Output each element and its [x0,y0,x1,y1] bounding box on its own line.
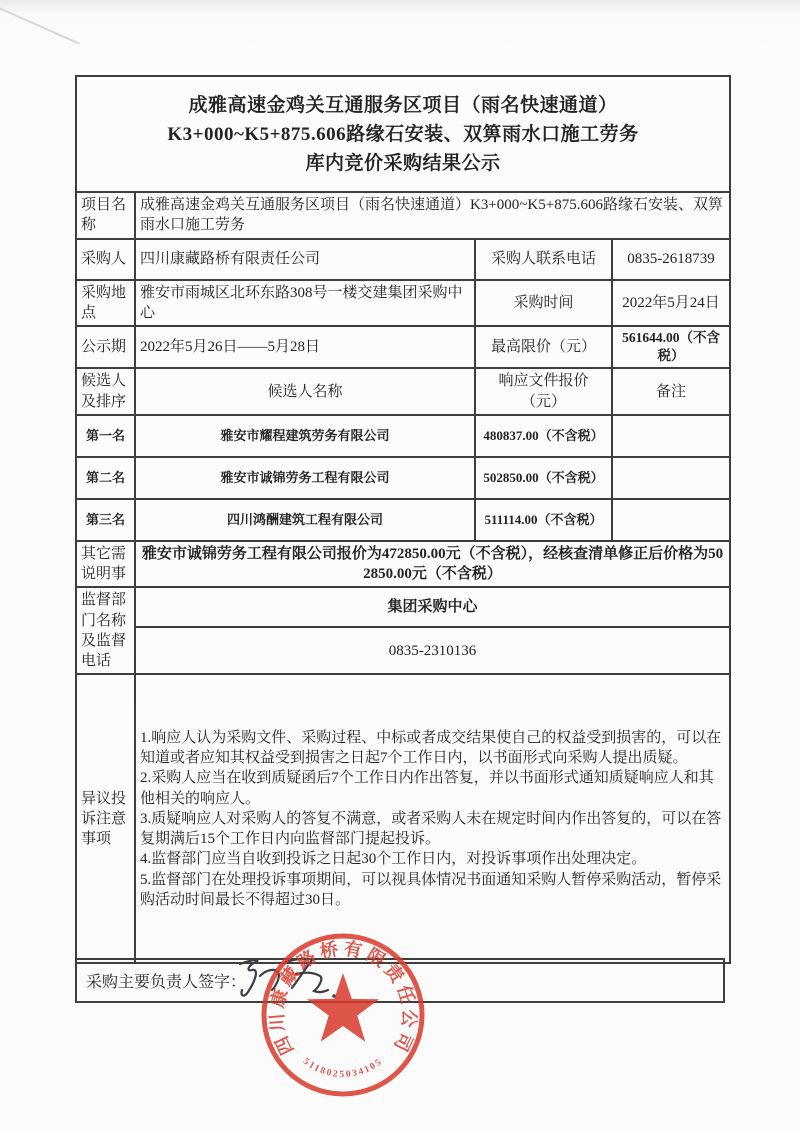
candidates-name-header: 候选人名称 [135,368,475,415]
objection-item-2: 2.采购人应当在收到质疑函后7个工作日内作出答复，并以书面形式通知质疑响应人和其他相关的响应人。 [140,770,714,807]
title-line-3: 库内竞价采购结果公示 [305,152,501,174]
objection-item-4: 4.监督部门应当自收到投诉之日起30个工作日内，对投诉事项作出处理决定。 [140,851,647,868]
candidate-3-price: 511114.00（不含税） [475,499,612,541]
location-label: 采购地点 [76,280,135,327]
candidate-1-remark [612,415,730,457]
candidate-2-price: 502850.00（不含税） [475,457,612,499]
max-price-label: 最高限价（元） [475,326,612,368]
candidate-1-rank: 第一名 [76,415,135,457]
candidate-2-name: 雅安市诚锦劳务工程有限公司 [135,457,475,499]
candidates-remark-header: 备注 [612,368,730,415]
seal-star-icon [307,973,379,1042]
purchase-time-value: 2022年5月24日 [612,280,730,327]
purchaser-label: 采购人 [76,239,135,280]
document-title-cell [76,76,730,192]
scan-fold-artifact [0,0,80,45]
title-line-1: 成雅高速金鸡关互通服务区项目（雨名快速通道） [188,94,618,116]
purchaser-phone-value: 0835-2618739 [612,239,730,280]
supervision-department: 集团采购中心 [135,587,730,627]
candidate-2-remark [612,457,730,499]
title-line-2: K3+000~K5+875.606路缘石安装、双箅雨水口施工劳务 [167,123,639,145]
candidate-3-name: 四川鸿酬建筑工程有限公司 [135,499,475,541]
purchaser-phone-label: 采购人联系电话 [475,239,612,280]
seal-company-text: 四川康藏路桥有限责任公司 [266,938,420,1058]
candidate-2-rank: 第二名 [76,457,135,499]
procurement-result-table [75,75,731,964]
purchase-time-label: 采购时间 [475,280,612,327]
supervision-label: 监督部门名称及监督电话 [76,587,135,674]
candidates-rank-header: 候选人及排序 [76,368,135,415]
candidate-row-3 [76,499,730,541]
candidate-1-price: 480837.00（不含税） [475,415,612,457]
other-notes-value: 雅安市诚锦劳务工程有限公司报价为472850.00元（不含税），经核查清单修正后价格为502850.00元（不含税） [135,541,730,588]
objection-item-3: 3.质疑响应人对采购人的答复不满意，或者采购人未在规定时间内作出答复的，可以在答复期满后15个工作日内向监督部门提起投诉。 [140,810,722,848]
signature-label: 采购主要负责人签字： [86,974,247,991]
project-name-value: 成雅高速金鸡关互通服务区项目（雨名快速通道）K3+000~K5+875.606路缘石安装、双箅雨水口施工劳务 [135,192,730,239]
publicity-period-label: 公示期 [76,326,135,368]
location-value: 雅安市雨城区北环东路308号一楼交建集团采购中心 [135,280,475,327]
company-seal-stamp [259,930,431,1102]
objection-item-5: 5.监督部门在处理投诉事项期间，可以视具体情况书面通知采购人暂停采购活动，暂停采购活动时间最长不得超过30日。 [140,871,722,908]
purchaser-value: 四川康藏路桥有限责任公司 [135,239,475,280]
objection-content [135,674,730,963]
objection-item-1: 1.响应人认为采购文件、采购过程、中标或者成交结果使自己的权益受到损害的，可以在知道或者应知其权益受到损害之日起7个工作日内，以书面形式向采购人提出质疑。 [140,729,722,767]
candidate-row-1 [76,415,730,457]
other-notes-label: 其它需说明事 [76,541,135,588]
seal-number-text: 5118025034105 [300,1056,386,1081]
candidate-row-2 [76,457,730,499]
publicity-period-value: 2022年5月26日——5月28日 [135,326,475,368]
project-name-label: 项目名称 [76,192,135,239]
candidates-price-header: 响应文件报价（元） [475,368,612,415]
candidate-3-remark [612,499,730,541]
supervision-phone: 0835-2310136 [135,627,730,674]
candidate-1-name: 雅安市耀程建筑劳务有限公司 [135,415,475,457]
max-price-value: 561644.00（不含税） [612,326,730,368]
candidate-3-rank: 第三名 [76,499,135,541]
objection-label: 异议投诉注意事项 [76,674,135,963]
